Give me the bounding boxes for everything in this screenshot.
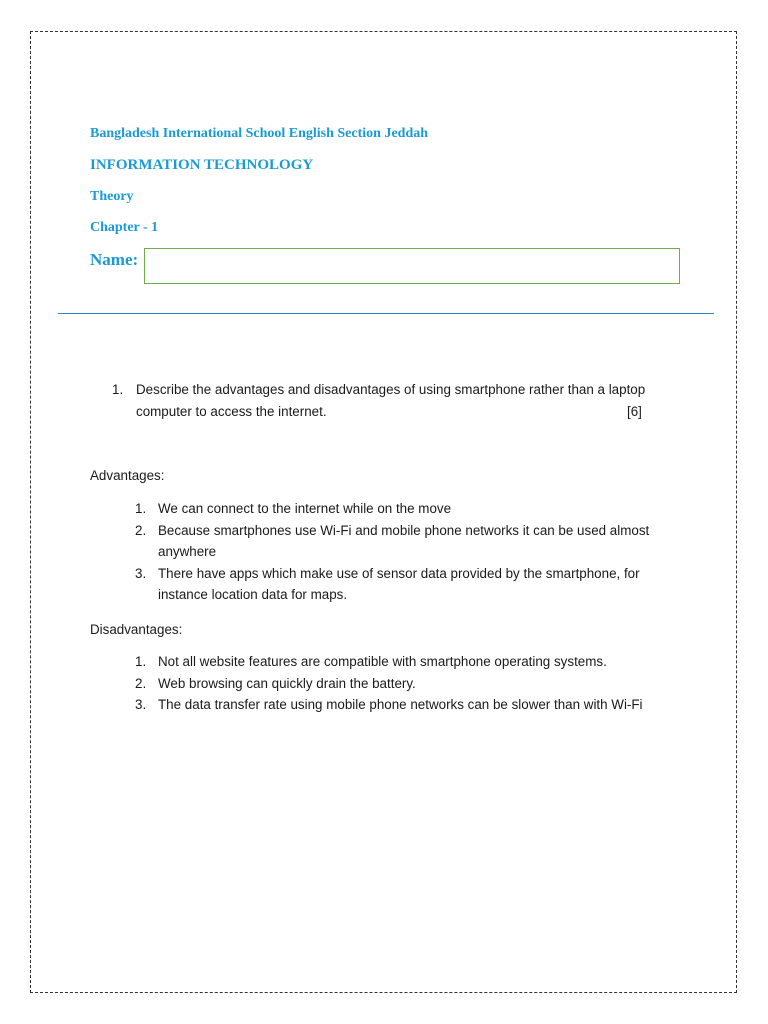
advantages-heading: Advantages: bbox=[90, 468, 165, 483]
list-item-number: 3. bbox=[135, 697, 147, 712]
list-item-number: 2. bbox=[135, 522, 147, 538]
list-item-number: 1. bbox=[135, 501, 147, 516]
advantages-list bbox=[135, 498, 675, 606]
list-item-text: The data transfer rate using mobile phone networks can be slower than with Wi-Fi bbox=[158, 697, 643, 712]
list-item-text: There have apps which make use of sensor data provided by the smartphone, for instance location data for maps. bbox=[158, 565, 640, 602]
list-item bbox=[135, 651, 675, 673]
question-marks: [6] bbox=[627, 403, 642, 419]
list-item bbox=[135, 673, 675, 695]
list-item-text: Web browsing can quickly drain the battery. bbox=[158, 675, 416, 691]
name-field[interactable] bbox=[144, 248, 680, 284]
question-text: Describe the advantages and disadvantages of using smartphone rather than a laptop computer to access the internet. bbox=[136, 382, 646, 419]
list-item bbox=[135, 520, 675, 563]
list-item bbox=[135, 563, 675, 606]
name-label: Name: bbox=[90, 250, 139, 269]
question-number: 1. bbox=[112, 382, 124, 397]
school-title: Bangladesh International School English Section Jeddah bbox=[90, 126, 429, 141]
list-item-text: Because smartphones use Wi-Fi and mobile phone networks it can be used almost anywhere bbox=[158, 522, 650, 559]
list-item-number: 1. bbox=[135, 654, 147, 669]
list-item bbox=[135, 694, 675, 716]
disadvantages-list bbox=[135, 651, 675, 716]
list-item-number: 2. bbox=[135, 675, 147, 691]
list-item-text: We can connect to the internet while on the move bbox=[158, 501, 452, 516]
list-item-number: 3. bbox=[135, 565, 147, 581]
disadvantages-heading: Disadvantages: bbox=[90, 622, 183, 637]
list-item-text: Not all website features are compatible with smartphone operating systems. bbox=[158, 654, 607, 669]
section-title: Theory bbox=[90, 189, 134, 204]
list-item bbox=[135, 498, 675, 520]
header-divider bbox=[58, 313, 714, 314]
chapter-title: Chapter - 1 bbox=[90, 220, 159, 235]
subject-title: INFORMATION TECHNOLOGY bbox=[90, 157, 314, 173]
